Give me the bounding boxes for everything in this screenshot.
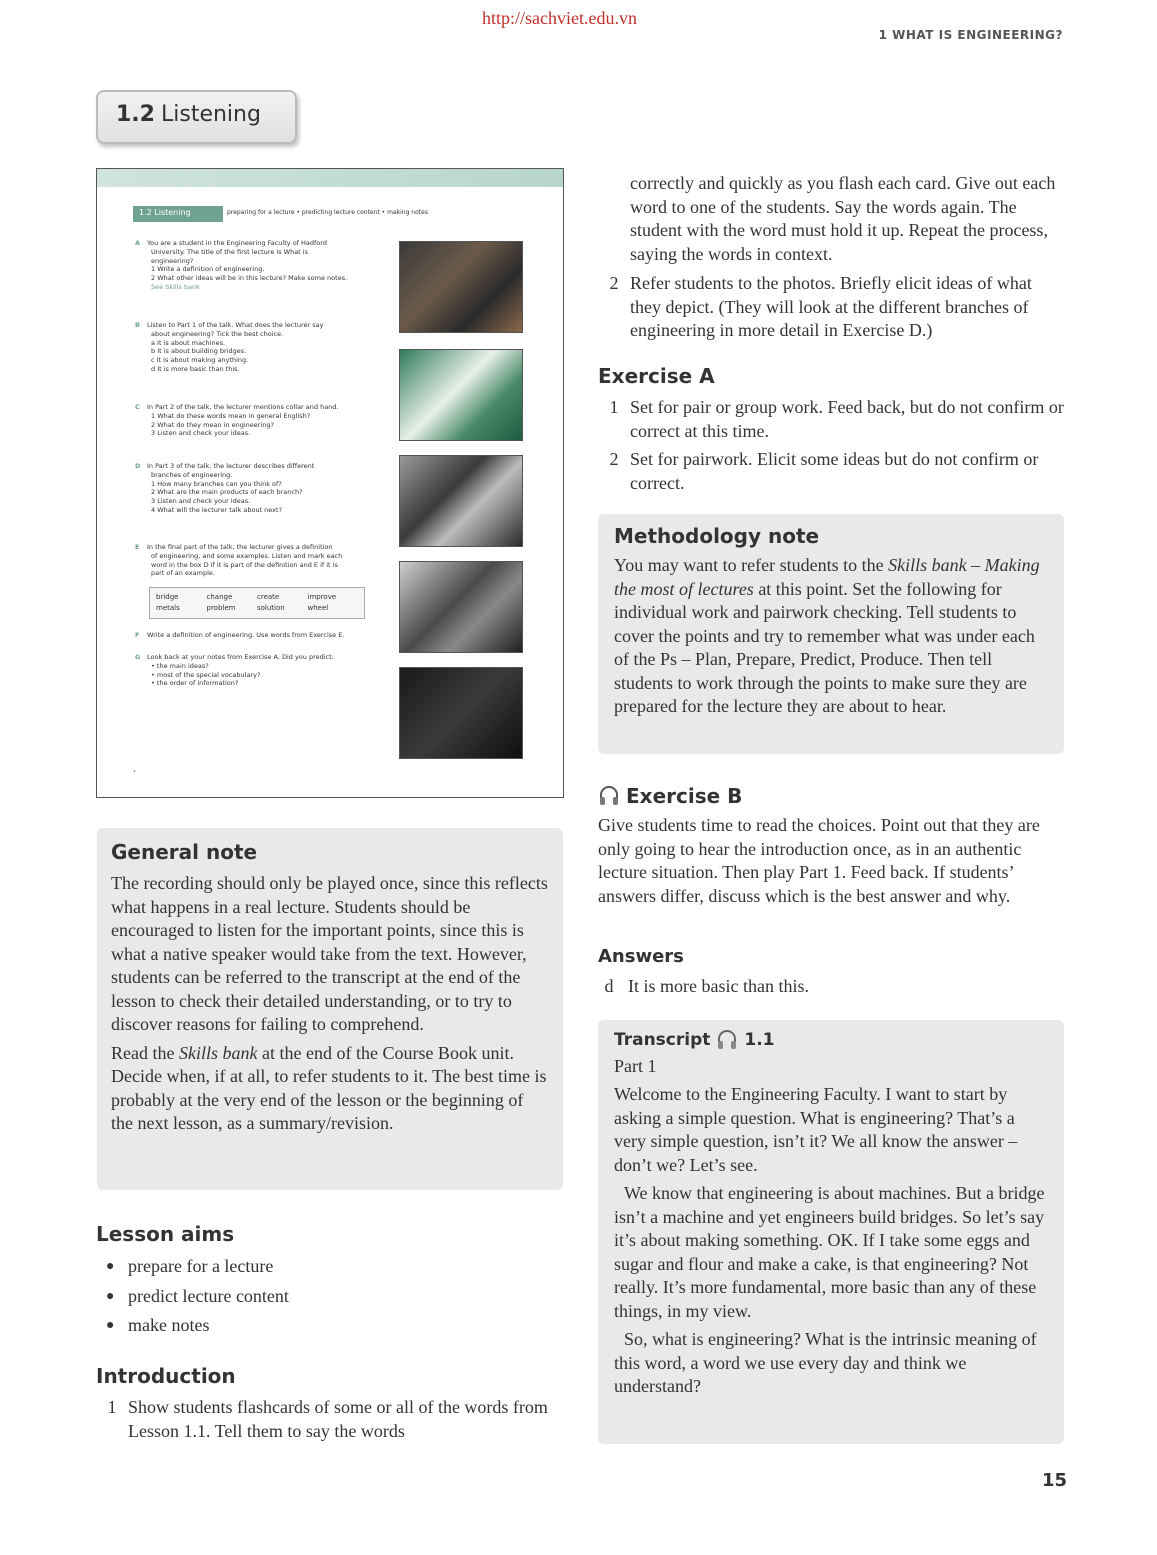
exercise-a-item-2: 2 Set for pairwork. Elicit some ideas but do not confirm or correct. — [609, 449, 1039, 493]
lesson-title-tab — [96, 90, 297, 144]
thumb-exercise-d: D In Part 3 of the talk, the lecturer describes different branches of engineering. 1 How many branches can you think of? 2 What are the main products of each branch? 3 Listen and check your ideas. 4 What will the lecturer talk about next? — [135, 462, 315, 514]
transcript-box — [598, 1020, 1064, 1444]
thumb-bullet-mark: • — [133, 767, 136, 776]
thumb-exercise-a: A You are a student in the Engineering Faculty of Hadford University. The title of the first lecture is What is engineering? 1 Write a definition of engineering. 2 What other ideas will be in this lecture? Make some notes. See Skills bank — [135, 239, 348, 291]
page-number: 15 — [1041, 1470, 1067, 1491]
thumb-exercise-g: G Look back at your notes from Exercise A. Did you predict: • the main ideas? • most of the special vocabulary? • the order of information? — [135, 653, 334, 688]
transcript-paragraph: We know that engineering is about machines. But a bridge isn’t a machine and yet engineers build bridges. So let’s say it’s about making something. OK. If I take some eggs and sugar and flour and make a cake, is that engineering? Not really. It’s more fundamental, more basic than any of these things, in my view. — [614, 1183, 1045, 1321]
lesson-aim-item: ● make notes — [96, 1311, 289, 1341]
lesson-title: Listening — [160, 102, 261, 127]
exercise-a-item-1: 1 Set for pair or group work. Feed back, but do not confirm or correct at this time. — [609, 397, 1064, 441]
photo-workshop-image — [399, 561, 523, 653]
general-note-heading: General note — [111, 840, 258, 864]
general-note-paragraph-2: Read the Skills bank at the end of the Course Book unit. Decide when, if at all, to refer students to it. The best time is probably at the very end of the lesson or the beginning of the next lesson, as a summary/revision. — [111, 1042, 547, 1133]
transcript-heading: Transcript — [614, 1030, 711, 1050]
methodology-note-text: You may want to refer students to the Skills bank – Making the most of lectures at this point. Set the following for individual work and pairwork checking. Tell students to cover the points and try to remember what was under each of the Ps – Plan, Prepare, Predict, Produce. Then tell students to work through the points to make sure they are prepared for the lecture they are about to hear. — [614, 555, 1040, 716]
headphones-icon — [598, 786, 620, 806]
transcript-paragraph: So, what is engineering? What is the intrinsic meaning of this word, a word we use every day and think we understand? — [614, 1329, 1037, 1396]
lesson-aims-list — [96, 1252, 289, 1341]
exercise-a-heading: Exercise A — [598, 364, 715, 388]
answers-section — [598, 946, 1064, 999]
thumbnail-top-bar — [97, 169, 563, 187]
thumbnail-tab: 1.2 Listening — [133, 206, 223, 222]
transcript-paragraph: Welcome to the Engineering Faculty. I want to start by asking a simple question. What is engineering? That’s a very simple question, isn’t it? We all know the answer – don’t we? Let’s see. — [614, 1084, 1018, 1175]
photo-dark-machine-image — [399, 667, 523, 759]
thumb-exercise-e: E In the final part of the talk, the lecturer gives a definition of engineering, and some examples. Listen and mark each word in the box D if it is part of the definition and E if it is part of an example. — [135, 543, 343, 578]
lesson-aim-item: ● predict lecture content — [96, 1282, 289, 1312]
transcript-part-label: Part 1 — [614, 1056, 657, 1076]
methodology-note-box — [598, 514, 1064, 754]
general-note-box — [97, 828, 563, 1190]
introduction-item-1-continued: correctly and quickly as you flash each card. Give out each word to one of the students. Say the words again. The student with the word must hold it up. Repeat the process, saying the words in context. — [630, 173, 1056, 264]
photo-workers-image — [399, 241, 523, 333]
thumbnail-subtitle: preparing for a lecture • predicting lecture content • making notes — [227, 209, 428, 216]
introduction-continued — [598, 172, 1064, 343]
lesson-aim-item: ● prepare for a lecture — [96, 1252, 289, 1282]
exercise-a-section — [598, 364, 1064, 495]
thumb-exercise-b: B Listen to Part 1 of the talk. What does the lecturer say about engineering? Tick the best choice. a It is about machines. b It is about building bridges. c It is about making anything. d It is more basic than this. — [135, 321, 324, 373]
answer-item: d It is more basic than this. — [604, 976, 809, 996]
general-note-paragraph-1: The recording should only be played once, since this reflects what happens in a real lecture. Students should be encouraged to listen for the important points, since this is what a native speaker would take from the text. However, students can be referred to the transcript at the end of the lesson to check their detailed understanding, or to try to discover reasons for failing to comprehend. — [111, 873, 548, 1034]
lesson-number: 1.2 — [116, 102, 155, 127]
introduction-item-1: 1 Show students flashcards of some or all of the words from Lesson 1.1. Tell them to say the words — [107, 1397, 548, 1441]
transcript-track: 1.1 — [744, 1030, 775, 1050]
photo-scientist-image — [399, 349, 523, 441]
source-url[interactable]: http://sachviet.edu.vn — [482, 8, 637, 28]
introduction-item-2: 2 Refer students to the photos. Briefly elicit ideas of what they depict. (They will look at the different branches of engineering in more detail in Exercise D.) — [609, 273, 1032, 340]
lesson-aims-section — [96, 1222, 289, 1341]
thumb-exercise-c: C In Part 2 of the talk, the lecturer mentions collar and hand. 1 What do these words mean in general English? 2 What do they mean in engineering? 3 Listen and check your ideas. — [135, 403, 339, 438]
introduction-section — [96, 1364, 566, 1443]
exercise-b-heading: Exercise B — [626, 784, 743, 808]
answers-heading: Answers — [598, 946, 684, 967]
headphones-icon — [716, 1030, 738, 1050]
running-head: 1 WHAT IS ENGINEERING? — [878, 28, 1063, 42]
methodology-note-heading: Methodology note — [614, 524, 820, 548]
thumb-exercise-f: F Write a definition of engineering. Use words from Exercise E. — [135, 631, 345, 639]
lesson-aims-heading: Lesson aims — [96, 1222, 235, 1246]
thumb-word-box: bridge change create improve metals problem solution wheel — [149, 587, 365, 619]
introduction-heading: Introduction — [96, 1364, 236, 1388]
exercise-b-text: Give students time to read the choices. Point out that they are only going to hear the introduction once, as in an authentic lecture situation. Then play Part 1. Feed back. If students’ answers differ, discuss which is the best answer and why. — [598, 815, 1040, 906]
exercise-b-section — [598, 784, 1064, 908]
photo-helmet-worker-image — [399, 455, 523, 547]
student-book-page-thumbnail — [96, 168, 564, 798]
